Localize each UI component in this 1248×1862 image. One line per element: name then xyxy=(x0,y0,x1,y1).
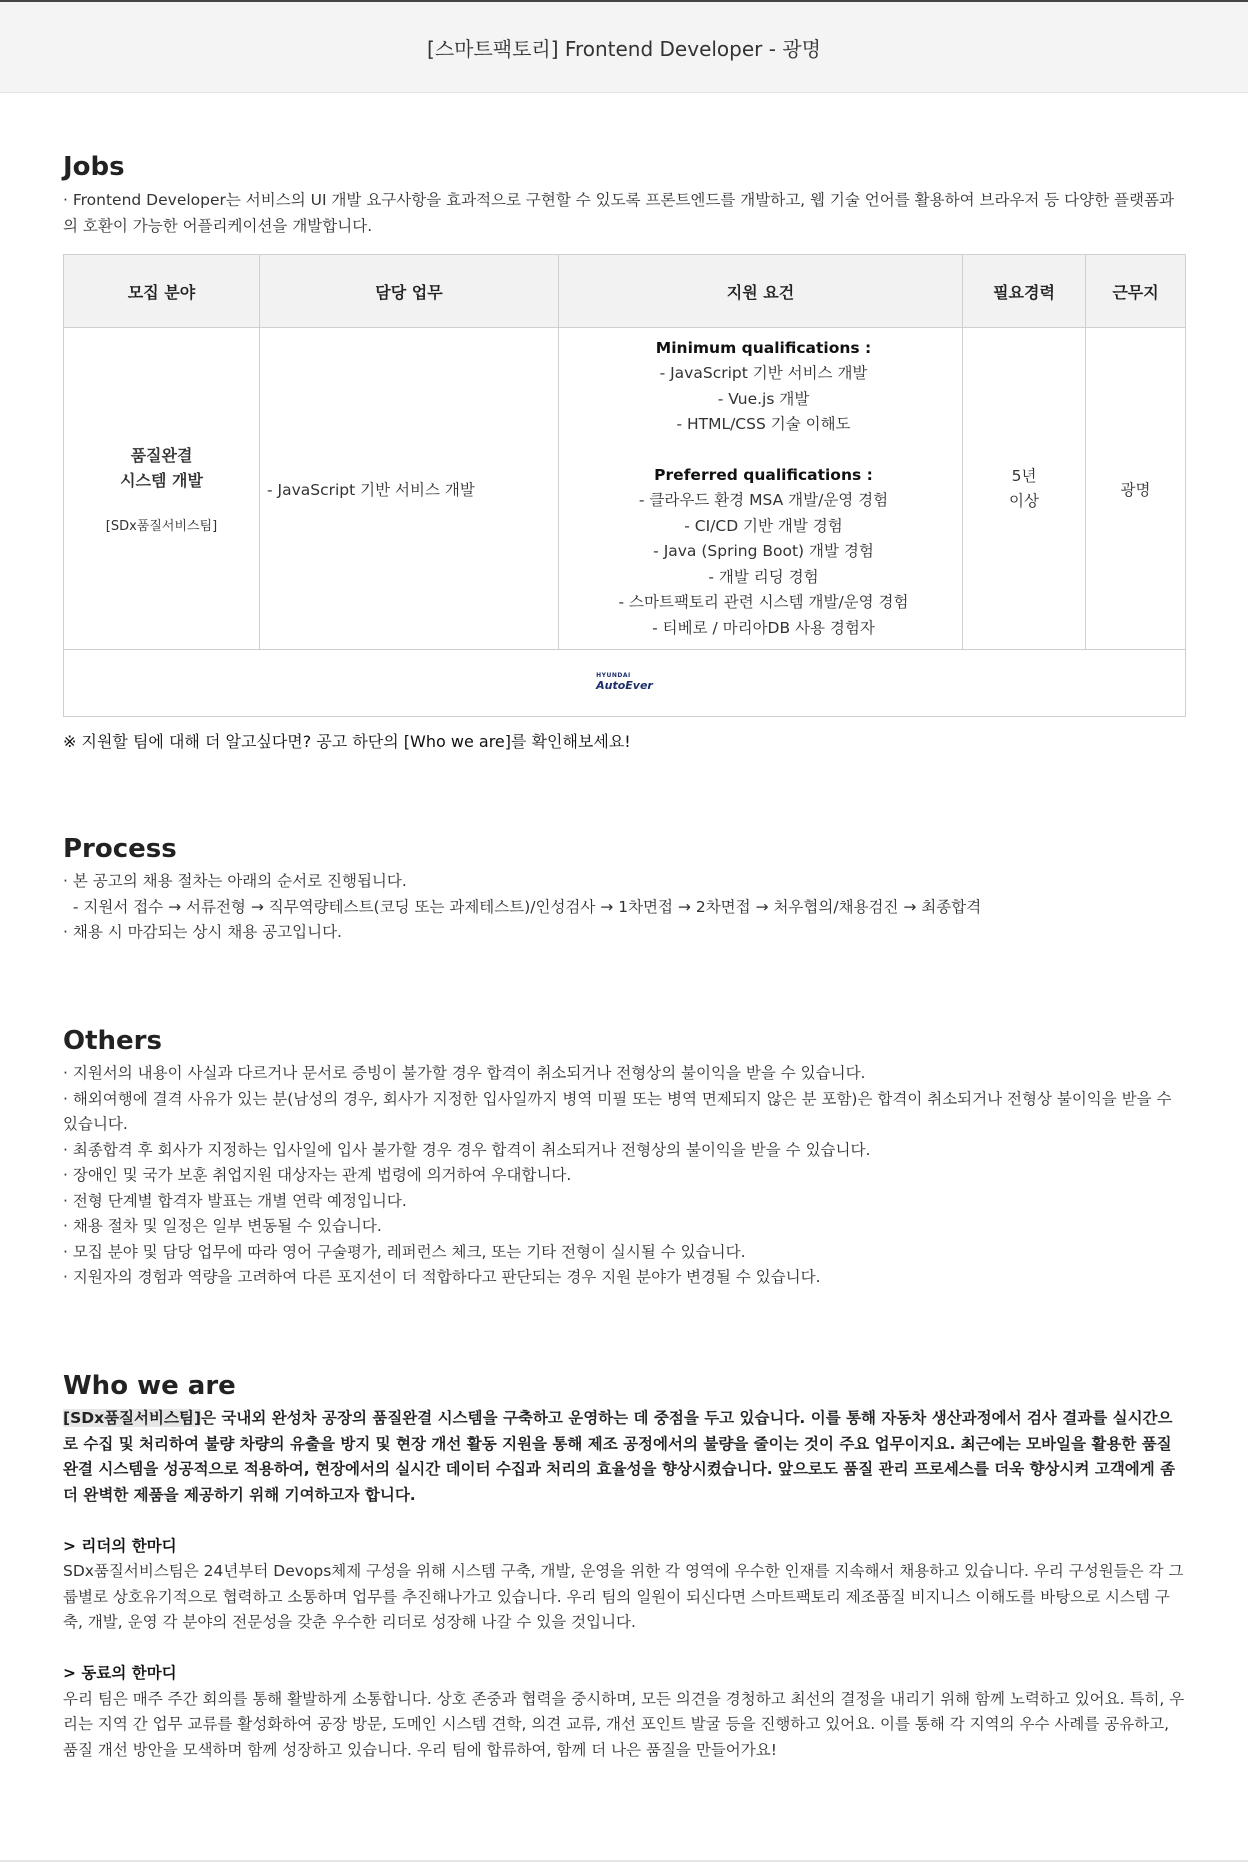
table-row xyxy=(64,328,1186,650)
col-header-duty: 담당 업무 xyxy=(260,255,559,328)
team-info-note: ※ 지원할 팀에 대해 더 알고싶다면? 공고 하단의 [Who we are]를 확인해보세요! xyxy=(63,732,631,751)
field-cell xyxy=(64,328,260,650)
pref-qual-item: - Java (Spring Boot) 개발 경험 xyxy=(653,542,874,561)
others-line: · 장애인 및 국가 보훈 취업지원 대상자는 관계 법령에 의거하여 우대합니다. xyxy=(63,1166,572,1184)
who-we-are-body xyxy=(63,1406,1185,1763)
col-header-career: 필요경력 xyxy=(963,255,1086,328)
others-body xyxy=(63,1061,1185,1291)
peer-text: 우리 팀은 매주 주간 회의를 통해 활발하게 소통합니다. 상호 존중과 협력을 중시하며, 모든 의견을 경청하고 최선의 결정을 내리기 위해 함께 노력하고 있어요. 특히, 우리는 지역 간 업무 교류를 활성화하여 공장 방문, 도메인 시스템 견학, 의견 교류, 개선 포인트 발굴 등을 진행하고 있어요. 이를 통해 각 지역의 우수 사례를 공유하고, 품질 개선 방안을 모색하며 함께 성장하고 있습니다. 우리 팀에 합류하여, 함께 더 나은 품질을 만들어가요! xyxy=(63,1689,1185,1759)
career-line2: 이상 xyxy=(1009,491,1039,510)
peer-title: > 동료의 한마디 xyxy=(63,1664,177,1682)
page-title: [스마트팩토리] Frontend Developer - 광명 xyxy=(427,36,821,61)
process-heading: Process xyxy=(63,834,177,864)
pref-qual-item: - 스마트팩토리 관련 시스템 개발/운영 경험 xyxy=(618,593,909,612)
page-header xyxy=(0,2,1248,93)
logo-row xyxy=(64,650,1186,717)
min-qual-item: - JavaScript 기반 서비스 개발 xyxy=(659,364,868,383)
others-line: · 지원자의 경험과 역량을 고려하여 다른 포지션이 더 적합하다고 판단되는 경우 지원 분야가 변경될 수 있습니다. xyxy=(63,1268,821,1286)
logo-cell xyxy=(64,650,1186,717)
team-intro xyxy=(63,1406,1185,1508)
field-name-line2: 시스템 개발 xyxy=(120,471,203,490)
pref-qual-item: - 티베로 / 마리아DB 사용 경험자 xyxy=(652,618,875,637)
field-name-line1: 품질완결 xyxy=(130,446,193,465)
duty-cell: - JavaScript 기반 서비스 개발 xyxy=(260,328,559,650)
logo-line1: HYUNDAI xyxy=(596,672,631,679)
min-qual-item: - Vue.js 개발 xyxy=(717,389,810,408)
min-qual-item: - HTML/CSS 기술 이해도 xyxy=(676,415,851,434)
others-line: · 최종합격 후 회사가 지정하는 입사일에 입사 불가할 경우 경우 합격이 취소되거나 전형상의 불이익을 받을 수 있습니다. xyxy=(63,1140,871,1159)
others-heading: Others xyxy=(63,1026,162,1056)
col-header-location: 근무지 xyxy=(1086,255,1186,328)
jobs-heading: Jobs xyxy=(63,152,125,182)
career-cell xyxy=(963,328,1086,650)
others-line: · 해외여행에 결격 사유가 있는 분(남성의 경우, 회사가 지정한 입사일까지 병역 미필 또는 병역 면제되지 않은 분 포함)은 합격이 취소되거나 전형상 불이익을 받을 수 있습니다. xyxy=(63,1089,1172,1133)
pref-qual-title: Preferred qualifications : xyxy=(654,465,873,484)
pref-qual-item: - CI/CD 기반 개발 경험 xyxy=(684,516,843,535)
others-line: · 전형 단계별 합격자 발표는 개별 연락 예정입니다. xyxy=(63,1191,407,1210)
team-intro-text: 은 국내외 완성차 공장의 품질완결 시스템을 구축하고 운영하는 데 중점을 두고 있습니다. 이를 통해 자동차 생산과정에서 검사 결과를 실시간으로 수집 및 처리하여 불량 차량의 유출을 방지 및 현장 개선 활동 지원을 통해 제조 공정에서의 불량을 줄이는 것이 주요 업무이지요. 최근에는 모바일을 활용한 품질완결 시스템을 성공적으로 적용하여, 현장에서의 실시간 데이터 수집과 처리의 효율성을 향상시켰습니다. 앞으로도 품질 관리 프로세스를 더욱 향상시켜 고객에게 좀 더 완벽한 제품을 제공하기 위해 기여하고자 합니다. xyxy=(63,1409,1176,1504)
col-header-requirements: 지원 요건 xyxy=(559,255,963,328)
who-we-are-heading: Who we are xyxy=(63,1371,236,1401)
process-body xyxy=(63,869,981,946)
jobs-intro: · Frontend Developer는 서비스의 UI 개발 요구사항을 효과적으로 구현할 수 있도록 프론트엔드를 개발하고, 웹 기술 언어를 활용하여 브라우저 등 다양한 플랫폼과의 호환이 가능한 어플리케이션을 개발합니다. xyxy=(63,191,1174,235)
others-line: · 채용 절차 및 일정은 일부 변동될 수 있습니다. xyxy=(63,1217,382,1235)
requirements-cell xyxy=(559,328,963,650)
field-team: [SDx품질서비스팀] xyxy=(105,519,218,534)
min-qual-title: Minimum qualifications : xyxy=(655,338,872,357)
jobs-table xyxy=(63,254,1186,717)
col-header-field: 모집 분야 xyxy=(64,255,260,328)
process-line: · 본 공고의 채용 절차는 아래의 순서로 진행됩니다. xyxy=(63,872,407,890)
others-line: · 모집 분야 및 담당 업무에 따라 영어 구술평가, 레퍼런스 체크, 또는 기타 전형이 실시될 수 있습니다. xyxy=(63,1242,746,1261)
leader-text: SDx품질서비스팀은 24년부터 Devops체제 구성을 위해 시스템 구축, 개발, 운영을 위한 각 영역에 우수한 인재를 지속해서 채용하고 있습니다. 우리 구성원들은 각 그룹별로 상호유기적으로 협력하고 소통하며 업무를 추진해나가고 있습니다. 우리 팀의 일원이 되신다면 스마트팩토리 제조품질 비지니스 이해도를 바탕으로 시스템 구축, 개발, 운영 각 분야의 전문성을 갖춘 우수한 리더로 성장해 나갈 수 있을 것입니다. xyxy=(63,1562,1184,1631)
leader-title: > 리더의 한마디 xyxy=(63,1536,177,1555)
team-name: [SDx품질서비스팀] xyxy=(63,1409,202,1427)
career-line1: 5년 xyxy=(1011,466,1037,485)
process-line: · 채용 시 마감되는 상시 채용 공고입니다. xyxy=(63,923,342,941)
pref-qual-item: - 개발 리딩 경험 xyxy=(708,567,819,586)
process-line: - 지원서 접수 → 서류전형 → 직무역량테스트(코딩 또는 과제테스트)/인성검사 → 1차면접 → 2차면접 → 처우협의/채용검진 → 최종합격 xyxy=(63,897,982,916)
others-line: · 지원서의 내용이 사실과 다르거나 문서로 증빙이 불가할 경우 합격이 취소되거나 전형상의 불이익을 받을 수 있습니다. xyxy=(63,1064,866,1082)
table-header-row xyxy=(64,255,1186,328)
hyundai-autoever-logo xyxy=(596,673,653,691)
logo-line2: AutoEver xyxy=(596,679,653,692)
location-cell: 광명 xyxy=(1086,328,1186,650)
pref-qual-item: - 클라우드 환경 MSA 개발/운영 경험 xyxy=(638,491,889,510)
